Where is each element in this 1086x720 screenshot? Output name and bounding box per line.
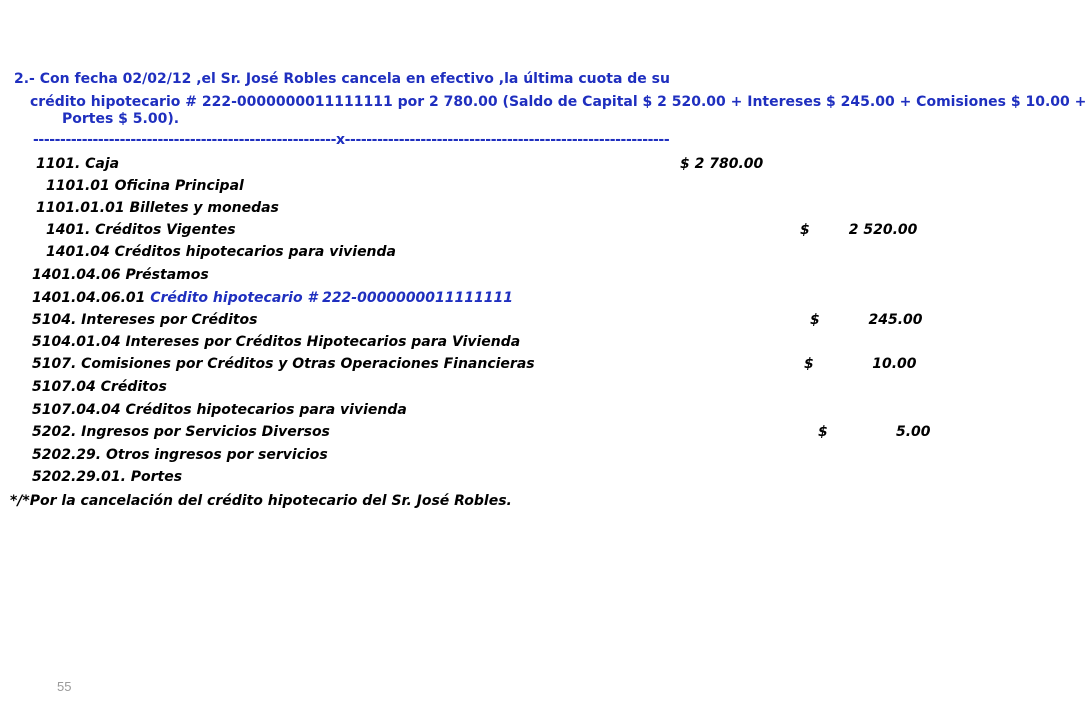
amount-1401: $ 2 520.00: [800, 222, 918, 238]
page-number: 55: [57, 679, 72, 694]
entry-5202: 5202. Ingresos por Servicios Diversos: [32, 424, 330, 440]
entry-5202-29: 5202.29. Otros ingresos por servicios: [32, 447, 328, 463]
footer-note: */*Por la cancelación del crédito hipotecario del Sr. José Robles.: [10, 493, 512, 509]
entry-1401: 1401. Créditos Vigentes: [46, 222, 236, 238]
entry-1401-04-06-01-desc: Crédito hipotecario # 222-0000000011111111: [150, 290, 513, 306]
entry-1401-04-06: 1401.04.06 Préstamos: [32, 267, 209, 283]
entry-1101-01-01: 1101.01.01 Billetes y monedas: [36, 200, 279, 216]
title-line-3: Portes $ 5.00).: [62, 111, 180, 127]
entry-5202-29-01: 5202.29.01. Portes: [32, 469, 183, 485]
amount-5202: $ 5.00: [818, 424, 931, 440]
entry-1401-04-06-01-code: 1401.04.06.01: [32, 290, 151, 306]
entry-5104-01-04: 5104.01.04 Intereses por Créditos Hipotecarios para Vivienda: [32, 334, 521, 350]
amount-5104: $ 245.00: [810, 312, 923, 328]
amount-5107: $ 10.00: [804, 356, 917, 372]
entry-1401-04-06-01: [32, 289, 513, 307]
entry-5107: 5107. Comisiones por Créditos y Otras Operaciones Financieras: [32, 356, 535, 372]
separator: --------------------------------------------------------x------------------------------------------------------------: [33, 132, 670, 148]
entry-5104: 5104. Intereses por Créditos: [32, 312, 258, 328]
entry-1101-01: 1101.01 Oficina Principal: [46, 178, 244, 194]
amount-1101-caja: $ 2 780.00: [680, 156, 764, 172]
title-line-1: 2.- Con fecha 02/02/12 ,el Sr. José Robles cancela en efectivo ,la última cuota de su: [14, 71, 670, 87]
entry-5107-04: 5107.04 Créditos: [32, 379, 167, 395]
title-line-2: crédito hipotecario # 222-0000000011111111 por 2 780.00 (Saldo de Capital $ 2 520.00 + Intereses $ 245.00 + Comisiones $ 10.00 +: [30, 94, 1086, 110]
entry-1101-caja: 1101. Caja: [36, 156, 120, 172]
entry-5107-04-04: 5107.04.04 Créditos hipotecarios para vivienda: [32, 402, 407, 418]
entry-1401-04: 1401.04 Créditos hipotecarios para vivienda: [46, 244, 396, 260]
